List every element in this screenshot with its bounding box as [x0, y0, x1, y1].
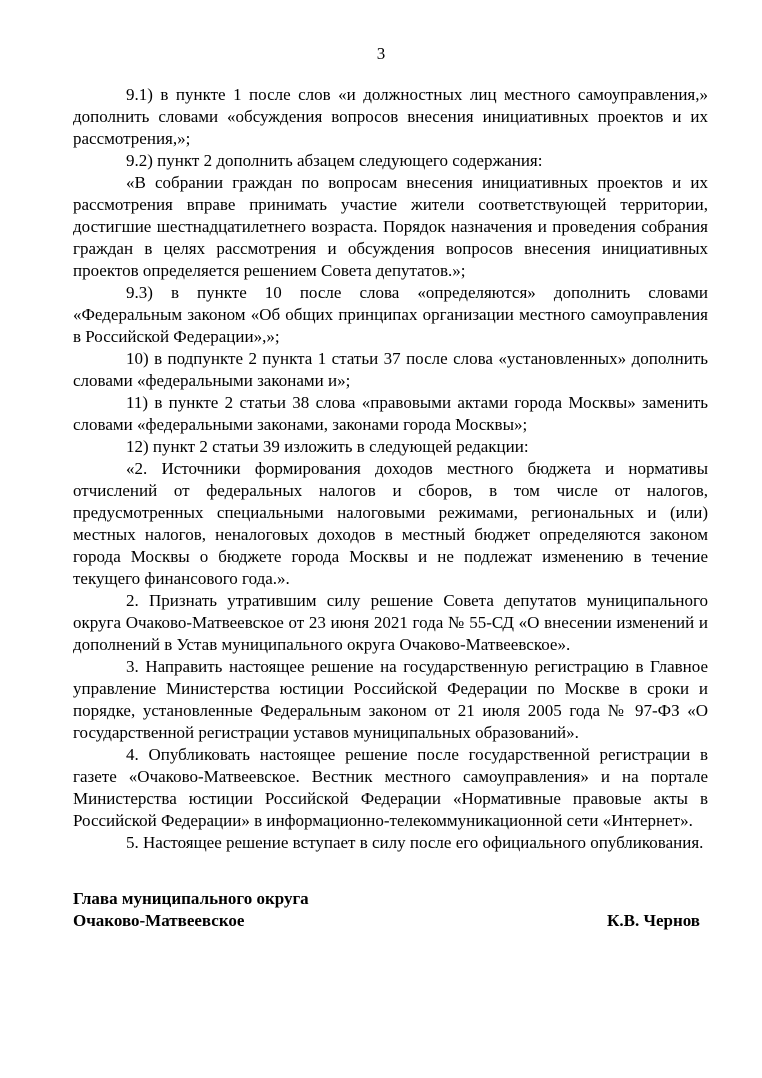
- signature-row: [73, 910, 700, 932]
- paragraph-item-3: 3. Направить настоящее решение на государственную регистрацию в Главное управление Министерства юстиции Российской Федерации по Москве в сроки и порядке, установленные Федеральным законом от 21 июля 2005 года № 97-ФЗ «О государственной регистрации уставов муниципальных образований».: [73, 657, 708, 742]
- paragraph-9-2: 9.2) пункт 2 дополнить абзацем следующего содержания:: [126, 151, 543, 170]
- paragraph-9-1: 9.1) в пункте 1 после слов «и должностных лиц местного самоуправления,» дополнить словами «обсуждения вопросов внесения инициативных проектов и их рассмотрения,»;: [73, 85, 708, 148]
- signature-title-line1: Глава муниципального округа: [73, 889, 309, 908]
- paragraph-9-3: 9.3) в пункте 10 после слова «определяются» дополнить словами «Федеральным законом «Об общих принципах организации местного самоуправления в Российской Федерации»,»;: [73, 283, 708, 346]
- signature-block: [73, 888, 700, 932]
- paragraph-12: 12) пункт 2 статьи 39 изложить в следующей редакции:: [126, 437, 529, 456]
- signature-name: К.В. Чернов: [607, 911, 700, 930]
- paragraph-10: 10) в подпункте 2 пункта 1 статьи 37 после слова «установленных» дополнить словами «федеральными законами и»;: [73, 349, 708, 390]
- paragraph-item-4: 4. Опубликовать настоящее решение после государственной регистрации в газете «Очаково-Матвеевское. Вестник местного самоуправления» и на портале Министерства юстиции Российской Федерации «Нормативные правовые акты в Российской Федерации» в информационно-телекоммуникационной сети «Интернет».: [73, 745, 708, 830]
- paragraph-12-quote: «2. Источники формирования доходов местного бюджета и нормативы отчислений от федеральных налогов и сборов, в том числе от налогов, предусмотренных специальными налоговыми режимами, региональных и (или) местных налогов, неналоговых доходов в местный бюджет определяются законом города Москвы о бюджете города Москвы и не подлежат изменению в течение текущего финансового года.».: [73, 459, 708, 588]
- page-number: 3: [376, 44, 386, 63]
- paragraph-9-2-quote: «В собрании граждан по вопросам внесения инициативных проектов и их рассмотрения вправе принимать участие жители соответствующей территории, достигшие шестнадцатилетнего возраста. Порядок назначения и проведения собрания граждан в целях рассмотрения и обсуждения вопросов внесения инициативных проектов определяется решением Совета депутатов.»;: [73, 173, 708, 280]
- paragraph-11: 11) в пункте 2 статьи 38 слова «правовыми актами города Москвы» заменить словами «федеральными законами, законами города Москвы»;: [73, 393, 708, 434]
- document-body: [73, 84, 708, 854]
- signature-title-line2: Очаково-Матвеевское: [73, 911, 245, 930]
- paragraph-item-2: 2. Признать утратившим силу решение Совета депутатов муниципального округа Очаково-Матвеевское от 23 июня 2021 года № 55-СД «О внесении изменений и дополнений в Устав муниципального округа Очаково-Матвеевское».: [73, 591, 708, 654]
- paragraph-item-5: 5. Настоящее решение вступает в силу после его официального опубликования.: [126, 833, 704, 852]
